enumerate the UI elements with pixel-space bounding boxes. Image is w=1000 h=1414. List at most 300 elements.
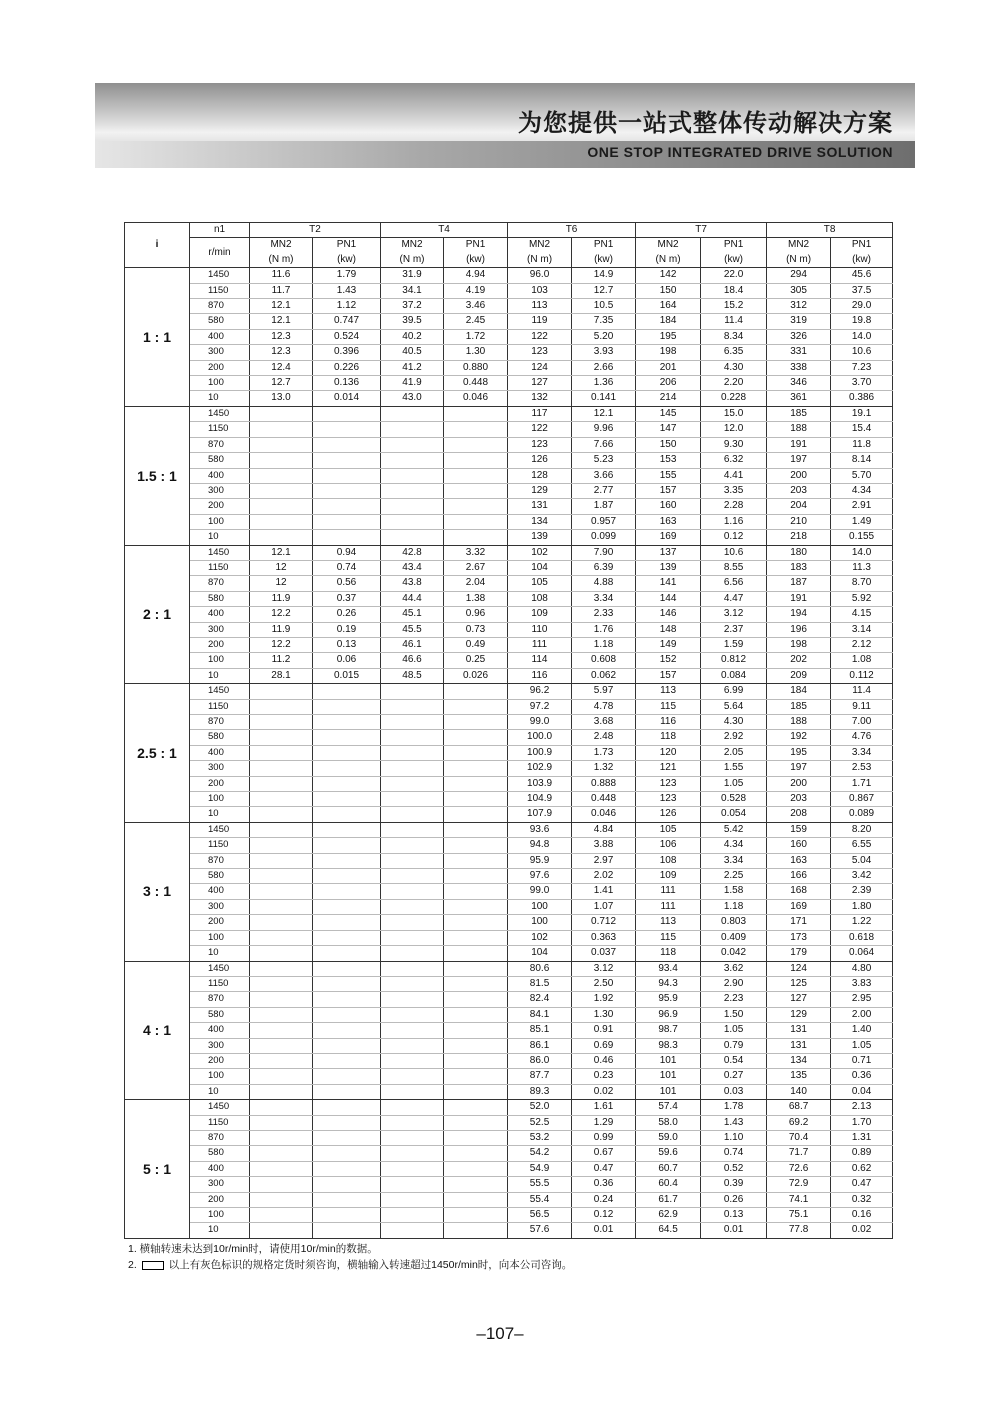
header-subline: MN2 <box>788 239 810 251</box>
value-cell <box>313 1223 381 1238</box>
value-cell: 305 <box>767 283 831 298</box>
value-cell: 197 <box>767 761 831 776</box>
value-cell <box>444 499 508 514</box>
value-cell <box>250 776 313 791</box>
value-cell: 61.7 <box>636 1192 701 1207</box>
value-cell <box>381 884 444 899</box>
value-cell <box>313 792 381 807</box>
footnote-2-number: 2. <box>128 1259 137 1271</box>
value-cell <box>381 699 444 714</box>
value-cell: 1.32 <box>572 761 636 776</box>
value-cell: 184 <box>636 314 701 329</box>
value-cell <box>250 761 313 776</box>
value-cell: 2.20 <box>701 376 767 391</box>
value-cell <box>444 869 508 884</box>
header-banner <box>95 83 915 168</box>
speed-cell: 300 <box>190 483 250 498</box>
value-cell <box>381 422 444 437</box>
value-cell: 103 <box>508 283 572 298</box>
value-cell: 5.92 <box>831 591 893 606</box>
value-cell: 116 <box>636 715 701 730</box>
value-cell <box>381 1038 444 1053</box>
table-row <box>125 607 893 622</box>
value-cell: 3.34 <box>572 591 636 606</box>
value-cell <box>444 1053 508 1068</box>
value-cell <box>250 1053 313 1068</box>
value-cell <box>381 1161 444 1176</box>
value-cell: 46.6 <box>381 653 444 668</box>
value-cell: 4.84 <box>572 822 636 837</box>
value-cell: 129 <box>767 1007 831 1022</box>
value-cell: 6.99 <box>701 684 767 699</box>
speed-cell: 10 <box>190 530 250 545</box>
value-cell: 118 <box>636 730 701 745</box>
table-row <box>125 884 893 899</box>
value-cell: 203 <box>767 792 831 807</box>
value-cell <box>250 992 313 1007</box>
value-cell <box>444 822 508 837</box>
value-cell: 141 <box>636 576 701 591</box>
header-power-t2 <box>313 238 381 268</box>
value-cell: 0.099 <box>572 530 636 545</box>
value-cell: 203 <box>767 483 831 498</box>
speed-cell: 580 <box>190 730 250 745</box>
value-cell: 5.20 <box>572 329 636 344</box>
value-cell: 209 <box>767 668 831 683</box>
value-cell: 3.12 <box>572 961 636 976</box>
value-cell: 11.9 <box>250 591 313 606</box>
value-cell: 0.74 <box>313 560 381 575</box>
value-cell: 85.1 <box>508 1023 572 1038</box>
value-cell <box>381 1146 444 1161</box>
value-cell: 0.046 <box>444 391 508 406</box>
value-cell <box>250 1177 313 1192</box>
value-cell <box>250 946 313 961</box>
value-cell: 200 <box>767 776 831 791</box>
value-cell <box>250 453 313 468</box>
speed-cell: 400 <box>190 1023 250 1038</box>
value-cell: 0.042 <box>701 946 767 961</box>
value-cell: 188 <box>767 715 831 730</box>
speed-cell: 300 <box>190 899 250 914</box>
value-cell: 2.90 <box>701 976 767 991</box>
value-cell: 206 <box>636 376 701 391</box>
value-cell: 121 <box>636 761 701 776</box>
value-cell: 214 <box>636 391 701 406</box>
value-cell: 0.026 <box>444 668 508 683</box>
footnote-2 <box>128 1257 572 1273</box>
value-cell <box>381 869 444 884</box>
value-cell: 1.76 <box>572 622 636 637</box>
footnote-2-text: 以上有灰色标识的规格定货时须咨询，横轴输入转速超过1450r/min时，向本公司咨询。 <box>168 1259 573 1271</box>
value-cell: 12.4 <box>250 360 313 375</box>
value-cell: 2.67 <box>444 560 508 575</box>
page-number: –107– <box>476 1324 524 1343</box>
value-cell: 31.9 <box>381 268 444 283</box>
value-cell: 116 <box>508 668 572 683</box>
footnote-1: 1. 横轴转速未达到10r/min时，请使用10r/min的数据。 <box>128 1243 378 1255</box>
value-cell: 0.524 <box>313 329 381 344</box>
value-cell <box>313 745 381 760</box>
header-torque-t6 <box>508 238 572 268</box>
value-cell: 0.25 <box>444 653 508 668</box>
value-cell: 97.6 <box>508 869 572 884</box>
value-cell: 8.14 <box>831 453 893 468</box>
value-cell: 0.24 <box>572 1192 636 1207</box>
header-subline: (kw) <box>852 253 872 265</box>
header-subline: (N m) <box>655 253 681 265</box>
value-cell <box>381 514 444 529</box>
value-cell: 3.12 <box>701 607 767 622</box>
value-cell <box>250 792 313 807</box>
speed-cell: 1450 <box>190 1100 250 1115</box>
value-cell <box>444 915 508 930</box>
value-cell: 187 <box>767 576 831 591</box>
value-cell: 1.87 <box>572 499 636 514</box>
value-cell: 312 <box>767 299 831 314</box>
value-cell: 0.226 <box>313 360 381 375</box>
value-cell <box>250 437 313 452</box>
value-cell: 12.7 <box>250 376 313 391</box>
value-cell <box>444 1130 508 1145</box>
header-subline: (kw) <box>337 253 356 265</box>
header-subline: MN2 <box>270 239 292 251</box>
table-row <box>125 946 893 961</box>
value-cell: 2.23 <box>701 992 767 1007</box>
speed-cell: 870 <box>190 1130 250 1145</box>
table-row <box>125 730 893 745</box>
table-row <box>125 314 893 329</box>
value-cell <box>313 1038 381 1053</box>
header-power-t8 <box>831 238 893 268</box>
value-cell <box>381 915 444 930</box>
value-cell: 1.07 <box>572 899 636 914</box>
value-cell: 2.48 <box>572 730 636 745</box>
value-cell: 5.42 <box>701 822 767 837</box>
value-cell: 77.8 <box>767 1223 831 1238</box>
value-cell: 0.037 <box>572 946 636 961</box>
value-cell: 82.4 <box>508 992 572 1007</box>
ratio-cell: 2 : 1 <box>125 545 190 684</box>
value-cell: 1.70 <box>831 1115 893 1130</box>
header-model-t4: T4 <box>381 223 508 238</box>
value-cell: 163 <box>767 853 831 868</box>
value-cell: 1.05 <box>701 776 767 791</box>
value-cell <box>313 776 381 791</box>
value-cell: 109 <box>508 607 572 622</box>
value-cell: 4.34 <box>701 838 767 853</box>
value-cell: 96.9 <box>636 1007 701 1022</box>
table-row <box>125 406 893 421</box>
value-cell <box>250 853 313 868</box>
value-cell <box>444 853 508 868</box>
table-row <box>125 976 893 991</box>
value-cell: 1.05 <box>831 1038 893 1053</box>
value-cell: 3.66 <box>572 468 636 483</box>
value-cell: 1.71 <box>831 776 893 791</box>
value-cell: 194 <box>767 607 831 622</box>
value-cell: 14.0 <box>831 329 893 344</box>
table-row <box>125 360 893 375</box>
value-cell: 210 <box>767 514 831 529</box>
value-cell <box>381 499 444 514</box>
value-cell: 74.1 <box>767 1192 831 1207</box>
header-subline: MN2 <box>401 239 423 251</box>
speed-cell: 1150 <box>190 976 250 991</box>
value-cell: 108 <box>636 853 701 868</box>
value-cell <box>381 1115 444 1130</box>
table-row <box>125 1084 893 1099</box>
value-cell: 3.46 <box>444 299 508 314</box>
value-cell: 2.91 <box>831 499 893 514</box>
performance-table <box>124 222 893 1239</box>
value-cell: 159 <box>767 822 831 837</box>
value-cell: 96.0 <box>508 268 572 283</box>
value-cell <box>313 1007 381 1022</box>
value-cell: 2.13 <box>831 1100 893 1115</box>
value-cell: 119 <box>508 314 572 329</box>
value-cell: 43.8 <box>381 576 444 591</box>
value-cell <box>381 437 444 452</box>
value-cell: 150 <box>636 283 701 298</box>
value-cell <box>250 1161 313 1176</box>
header-subline: (N m) <box>399 253 425 265</box>
value-cell: 55.5 <box>508 1177 572 1192</box>
value-cell <box>250 899 313 914</box>
value-cell <box>444 976 508 991</box>
value-cell: 0.47 <box>572 1161 636 1176</box>
value-cell: 1.80 <box>831 899 893 914</box>
value-cell <box>313 1177 381 1192</box>
value-cell: 319 <box>767 314 831 329</box>
table-row <box>125 530 893 545</box>
value-cell <box>444 483 508 498</box>
value-cell: 3.83 <box>831 976 893 991</box>
value-cell: 2.00 <box>831 1007 893 1022</box>
value-cell: 4.88 <box>572 576 636 591</box>
value-cell: 1.30 <box>572 1007 636 1022</box>
header-model-t2: T2 <box>250 223 381 238</box>
value-cell: 37.2 <box>381 299 444 314</box>
value-cell: 196 <box>767 622 831 637</box>
value-cell: 0.812 <box>701 653 767 668</box>
value-cell <box>313 530 381 545</box>
speed-cell: 400 <box>190 607 250 622</box>
value-cell: 34.1 <box>381 283 444 298</box>
value-cell: 48.5 <box>381 668 444 683</box>
value-cell: 0.386 <box>831 391 893 406</box>
value-cell: 108 <box>508 591 572 606</box>
value-cell: 86.1 <box>508 1038 572 1053</box>
header-subline: MN2 <box>657 239 679 251</box>
value-cell <box>444 453 508 468</box>
value-cell: 0.03 <box>701 1084 767 1099</box>
value-cell: 1.73 <box>572 745 636 760</box>
value-cell <box>444 1177 508 1192</box>
value-cell <box>250 422 313 437</box>
value-cell <box>381 715 444 730</box>
table-row <box>125 1223 893 1238</box>
value-cell <box>313 730 381 745</box>
value-cell: 117 <box>508 406 572 421</box>
value-cell <box>313 946 381 961</box>
value-cell: 4.76 <box>831 730 893 745</box>
value-cell: 29.0 <box>831 299 893 314</box>
value-cell: 0.96 <box>444 607 508 622</box>
value-cell <box>313 1053 381 1068</box>
value-cell <box>250 1007 313 1022</box>
value-cell <box>444 807 508 822</box>
table-row <box>125 1192 893 1207</box>
value-cell: 2.53 <box>831 761 893 776</box>
value-cell: 0.957 <box>572 514 636 529</box>
value-cell: 8.20 <box>831 822 893 837</box>
value-cell: 10.6 <box>831 345 893 360</box>
table-row <box>125 622 893 637</box>
value-cell: 60.4 <box>636 1177 701 1192</box>
header-subline: PN1 <box>593 239 614 251</box>
speed-cell: 200 <box>190 915 250 930</box>
value-cell: 0.89 <box>831 1146 893 1161</box>
value-cell: 12.1 <box>250 314 313 329</box>
value-cell: 12.2 <box>250 607 313 622</box>
speed-cell: 10 <box>190 946 250 961</box>
value-cell: 0.36 <box>831 1069 893 1084</box>
value-cell <box>444 437 508 452</box>
value-cell: 3.68 <box>572 715 636 730</box>
value-cell: 3.88 <box>572 838 636 853</box>
value-cell: 164 <box>636 299 701 314</box>
header-power-t7 <box>701 238 767 268</box>
value-cell <box>250 699 313 714</box>
value-cell: 0.712 <box>572 915 636 930</box>
value-cell: 105 <box>636 822 701 837</box>
value-cell: 100 <box>508 915 572 930</box>
value-cell: 5.04 <box>831 853 893 868</box>
value-cell: 2.39 <box>831 884 893 899</box>
value-cell <box>313 1115 381 1130</box>
ratio-cell: 1 : 1 <box>125 268 190 407</box>
value-cell: 111 <box>508 637 572 652</box>
value-cell <box>250 1115 313 1130</box>
table-row <box>125 761 893 776</box>
value-cell: 0.23 <box>572 1069 636 1084</box>
value-cell: 140 <box>767 1084 831 1099</box>
value-cell: 0.73 <box>444 622 508 637</box>
value-cell <box>313 807 381 822</box>
value-cell: 10.5 <box>572 299 636 314</box>
value-cell: 2.02 <box>572 869 636 884</box>
value-cell: 135 <box>767 1069 831 1084</box>
value-cell: 101 <box>636 1053 701 1068</box>
value-cell <box>381 1100 444 1115</box>
value-cell: 168 <box>767 884 831 899</box>
value-cell <box>250 514 313 529</box>
value-cell: 198 <box>636 345 701 360</box>
value-cell: 14.0 <box>831 545 893 560</box>
value-cell: 122 <box>508 422 572 437</box>
value-cell <box>444 899 508 914</box>
value-cell <box>313 483 381 498</box>
value-cell: 4.78 <box>572 699 636 714</box>
value-cell: 4.19 <box>444 283 508 298</box>
table-row <box>125 1130 893 1145</box>
header-subline: PN1 <box>723 239 744 251</box>
value-cell: 41.2 <box>381 360 444 375</box>
table-row <box>125 299 893 314</box>
header-subline: MN2 <box>528 239 551 251</box>
value-cell: 11.6 <box>250 268 313 283</box>
speed-cell: 100 <box>190 376 250 391</box>
value-cell: 188 <box>767 422 831 437</box>
value-cell: 1.12 <box>313 299 381 314</box>
value-cell: 80.6 <box>508 961 572 976</box>
value-cell: 148 <box>636 622 701 637</box>
value-cell: 3.93 <box>572 345 636 360</box>
value-cell: 5.70 <box>831 468 893 483</box>
value-cell <box>313 961 381 976</box>
value-cell <box>444 1100 508 1115</box>
value-cell: 0.04 <box>831 1084 893 1099</box>
value-cell: 44.4 <box>381 591 444 606</box>
value-cell <box>444 992 508 1007</box>
value-cell: 2.50 <box>572 976 636 991</box>
value-cell: 2.12 <box>831 637 893 652</box>
value-cell <box>313 1146 381 1161</box>
value-cell: 0.26 <box>313 607 381 622</box>
ratio-cell: 1.5 : 1 <box>125 406 190 545</box>
value-cell: 110 <box>508 622 572 637</box>
value-cell: 107.9 <box>508 807 572 822</box>
value-cell: 0.136 <box>313 376 381 391</box>
value-cell: 0.54 <box>701 1053 767 1068</box>
value-cell: 0.396 <box>313 345 381 360</box>
value-cell: 128 <box>508 468 572 483</box>
value-cell: 192 <box>767 730 831 745</box>
value-cell: 3.35 <box>701 483 767 498</box>
value-cell: 0.13 <box>701 1208 767 1223</box>
value-cell <box>250 838 313 853</box>
value-cell: 11.4 <box>701 314 767 329</box>
value-cell: 15.4 <box>831 422 893 437</box>
value-cell <box>381 899 444 914</box>
value-cell: 153 <box>636 453 701 468</box>
value-cell <box>381 530 444 545</box>
value-cell <box>381 838 444 853</box>
value-cell: 2.95 <box>831 992 893 1007</box>
value-cell: 2.25 <box>701 869 767 884</box>
value-cell: 0.12 <box>701 530 767 545</box>
value-cell: 9.11 <box>831 699 893 714</box>
speed-cell: 1450 <box>190 684 250 699</box>
speed-cell: 870 <box>190 437 250 452</box>
value-cell: 0.089 <box>831 807 893 822</box>
value-cell <box>381 1007 444 1022</box>
value-cell: 70.4 <box>767 1130 831 1145</box>
value-cell: 0.19 <box>313 622 381 637</box>
value-cell: 0.608 <box>572 653 636 668</box>
table-row <box>125 1007 893 1022</box>
value-cell <box>313 684 381 699</box>
value-cell <box>381 1208 444 1223</box>
value-cell: 0.12 <box>572 1208 636 1223</box>
value-cell <box>381 684 444 699</box>
value-cell: 0.13 <box>313 637 381 652</box>
value-cell <box>313 992 381 1007</box>
value-cell <box>313 422 381 437</box>
value-cell: 3.70 <box>831 376 893 391</box>
value-cell: 7.90 <box>572 545 636 560</box>
